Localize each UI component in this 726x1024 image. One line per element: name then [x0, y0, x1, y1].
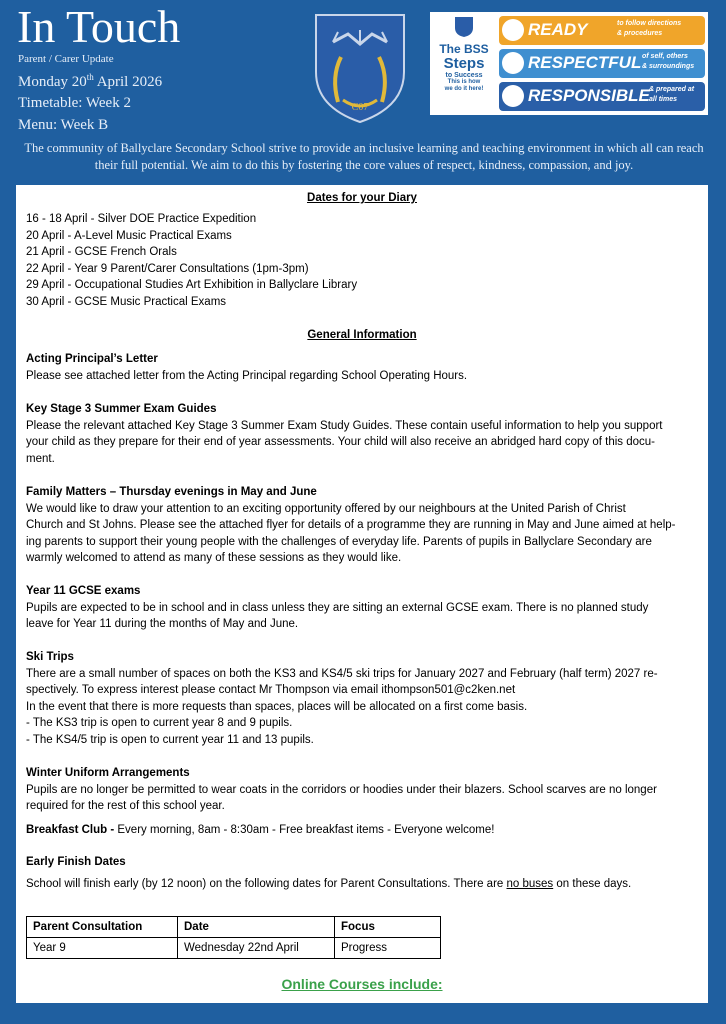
family-section: Family Matters – Thursday evenings in May and June We would like to draw your attention to an exciting opportunity offered by our neighbours at the United Parish of Christ Church and St Johns. Please see the attached flyer for details of a programme they are running in May and June aimed at help- ing parents to support their young people with the challenges of everyday life. Parents of pupils in Ballyclare Secondary are warmly welcomed to attend as many of these sessions as they would like.: [26, 486, 676, 565]
consultation-table: [26, 916, 441, 959]
menu-line: Menu: Week B: [18, 117, 109, 133]
uniform-section: Winter Uniform Arrangements Pupils are no longer be permitted to wear coats in the corridors or hoodies under their blazers. School scarves are no longer required for the rest of this school year.: [26, 767, 657, 813]
diary-item: 29 April - Occupational Studies Art Exhibition in Ballyclare Library: [26, 279, 358, 292]
diary-list: [26, 211, 357, 311]
pill-ready: READY to follow directions & procedures: [499, 16, 705, 45]
school-crest-icon: [313, 12, 407, 124]
diary-item: 20 April - A-Level Music Practical Exams: [26, 229, 232, 242]
principal-section: Acting Principal’s Letter Please see attached letter from the Acting Principal regarding School Operating Hours.: [26, 353, 468, 382]
subtitle: Parent / Carer Update: [18, 53, 114, 65]
header: [0, 0, 726, 185]
diary-title: Dates for your Diary: [307, 192, 417, 204]
steps-to-success-panel: [430, 12, 708, 115]
table-cell: Year 9: [27, 938, 178, 959]
table-header-row: [27, 917, 441, 938]
ski-section: Ski Trips There are a small number of spaces on both the KS3 and KS4/5 ski trips for January 2027 and February (half term) 2027 re- spectively. To express interest please contact Mr Thompson via email ithompson501@c2ken.net In the event that there is more requests than spaces, places will be allocated on a first come basis. - The KS3 trip is open to current year 8 and 9 pupils. - The KS4/5 trip is open to current year 11 and 13 pupils.: [26, 651, 658, 746]
online-courses-link[interactable]: Online Courses include:: [281, 976, 443, 992]
year11-section: Year 11 GCSE exams Pupils are expected to be in school and in class unless they are sitting an external GCSE exam. There is no planned study leave for Year 11 during the months of May and June.: [26, 585, 649, 631]
diary-item: 30 April - GCSE Music Practical Exams: [26, 295, 227, 308]
table-cell: Progress: [335, 938, 441, 959]
timetable-line: Timetable: Week 2: [18, 95, 131, 111]
table-header: Parent Consultation: [27, 917, 178, 938]
respectful-icon: [502, 52, 524, 74]
date-line: Monday 20th April 2026: [18, 72, 163, 90]
ready-icon: [502, 19, 524, 41]
pill-responsible: RESPONSIBLE & prepared at all times: [499, 82, 705, 111]
page-title: In Touch: [17, 1, 181, 52]
breakfast-section: Breakfast Club - Every morning, 8am - 8:30am - Free breakfast items - Everyone welcome!: [26, 824, 495, 836]
table-row: [27, 938, 441, 959]
mini-crest-icon: [454, 16, 474, 38]
diary-item: 22 April - Year 9 Parent/Carer Consultations (1pm-3pm): [26, 262, 309, 275]
crest-text: C07: [351, 102, 369, 113]
table-cell: Wednesday 22nd April: [178, 938, 335, 959]
table-header: Focus: [335, 917, 441, 938]
steps-title: The BSS Steps to Success This is how we do it here!: [432, 14, 496, 113]
general-title: General Information: [307, 329, 417, 341]
pill-respectful: RESPECTFUL of self, others & surroundings: [499, 49, 705, 78]
content-panel: [16, 185, 708, 1003]
mission-statement: The community of Ballyclare Secondary School strive to provide an inclusive learning and teaching environment in which all can reach their full potential. We aim to do this by fostering the core values of respect, kindness, compassion, and joy.: [24, 141, 704, 172]
diary-item: 16 - 18 April - Silver DOE Practice Expedition: [26, 213, 257, 225]
table-header: Date: [178, 917, 335, 938]
early-finish-section: Early Finish Dates School will finish early (by 12 noon) on the following dates for Parent Consultations. There are no buses on these days.: [26, 856, 632, 890]
diary-item: 21 April - GCSE French Orals: [26, 246, 177, 259]
ks3-section: Key Stage 3 Summer Exam Guides Please the relevant attached Key Stage 3 Summer Exam Study Guides. These contain useful information to help you support your child as they prepare for their end of year assessments. Your child will also receive an abridged hard copy of this docu- ment.: [26, 403, 663, 465]
responsible-icon: [502, 85, 524, 107]
